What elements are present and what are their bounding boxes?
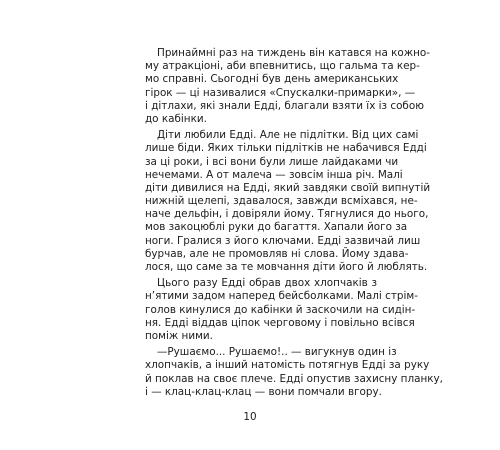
page-body-text [145, 47, 443, 399]
text-line: бурчав, але не промовляв ні слова. Йому здава- [145, 247, 409, 260]
paragraph-4 [145, 346, 443, 399]
text-line: Принаймні раз на тиждень він катався на кожно- [157, 47, 431, 59]
text-line: Цього разу Едді обрав двох хлопчаків з [157, 277, 377, 290]
text-line: Діти любили Едді. Але не підлітки. Від цих самі [157, 129, 419, 142]
paragraph-3 [145, 277, 418, 343]
text-line: мов закоцюблі руки до багаття. Хапали його за [145, 221, 408, 234]
text-line: нечемами. А от малеча — зовсім інша річ. Малі [145, 168, 403, 181]
text-line: за ці роки, і всі вони були лише лайдаками чи [145, 155, 399, 168]
text-line: і — клац-клац-клац — вони помчали вгору. [145, 385, 382, 398]
text-line: поміж ними. [145, 329, 213, 342]
text-line: лише біди. Яких тільки підлітків не набачився Едді [145, 142, 427, 155]
text-line: —Рушаємо... Рушаємо!.. — вигукнув один із [157, 346, 397, 359]
text-line: нижній щелепі, здавалося, завжди всміхався, не- [145, 195, 418, 208]
text-line: голов кинулися до кабінки й заскочили на сидін- [145, 303, 416, 316]
text-line: гірок — ці називалися «Спускалки-примарки», — [145, 86, 416, 99]
text-line: й поклав на своє плече. Едді опустив захисну планку, [145, 372, 443, 385]
text-line: і дітлахи, які знали Едді, благали взяти їх із собою [145, 99, 424, 112]
text-line: му атракціоні, аби впевнитись, що гальма та кер- [145, 60, 420, 73]
text-line: до кабінки. [145, 112, 207, 125]
paragraph-1 [145, 47, 431, 126]
text-line: н’ятими задом наперед бейсболками. Малі стрім- [145, 290, 418, 303]
text-line: наче дельфін, і довіряли йому. Тягнулися до нього, [145, 208, 429, 221]
text-line: ня. Едді віддав ціпок черговому і повільно всівся [145, 316, 415, 329]
page-number: 10 [243, 411, 257, 423]
text-line: лося, що саме за те мовчання діти його й люблять. [145, 261, 428, 273]
text-line: мо справні. Сьогодні був день американських [145, 73, 399, 86]
text-line: діти дивилися на Едді, який завдяки своїй випнутій [145, 181, 431, 194]
text-line: хлопчаків, а інший натомість потягнув Едді за руку [145, 359, 430, 372]
text-line: ноги. Гралися з його ключами. Едді зазвичай лиш [145, 234, 421, 247]
paragraph-2 [145, 129, 431, 274]
